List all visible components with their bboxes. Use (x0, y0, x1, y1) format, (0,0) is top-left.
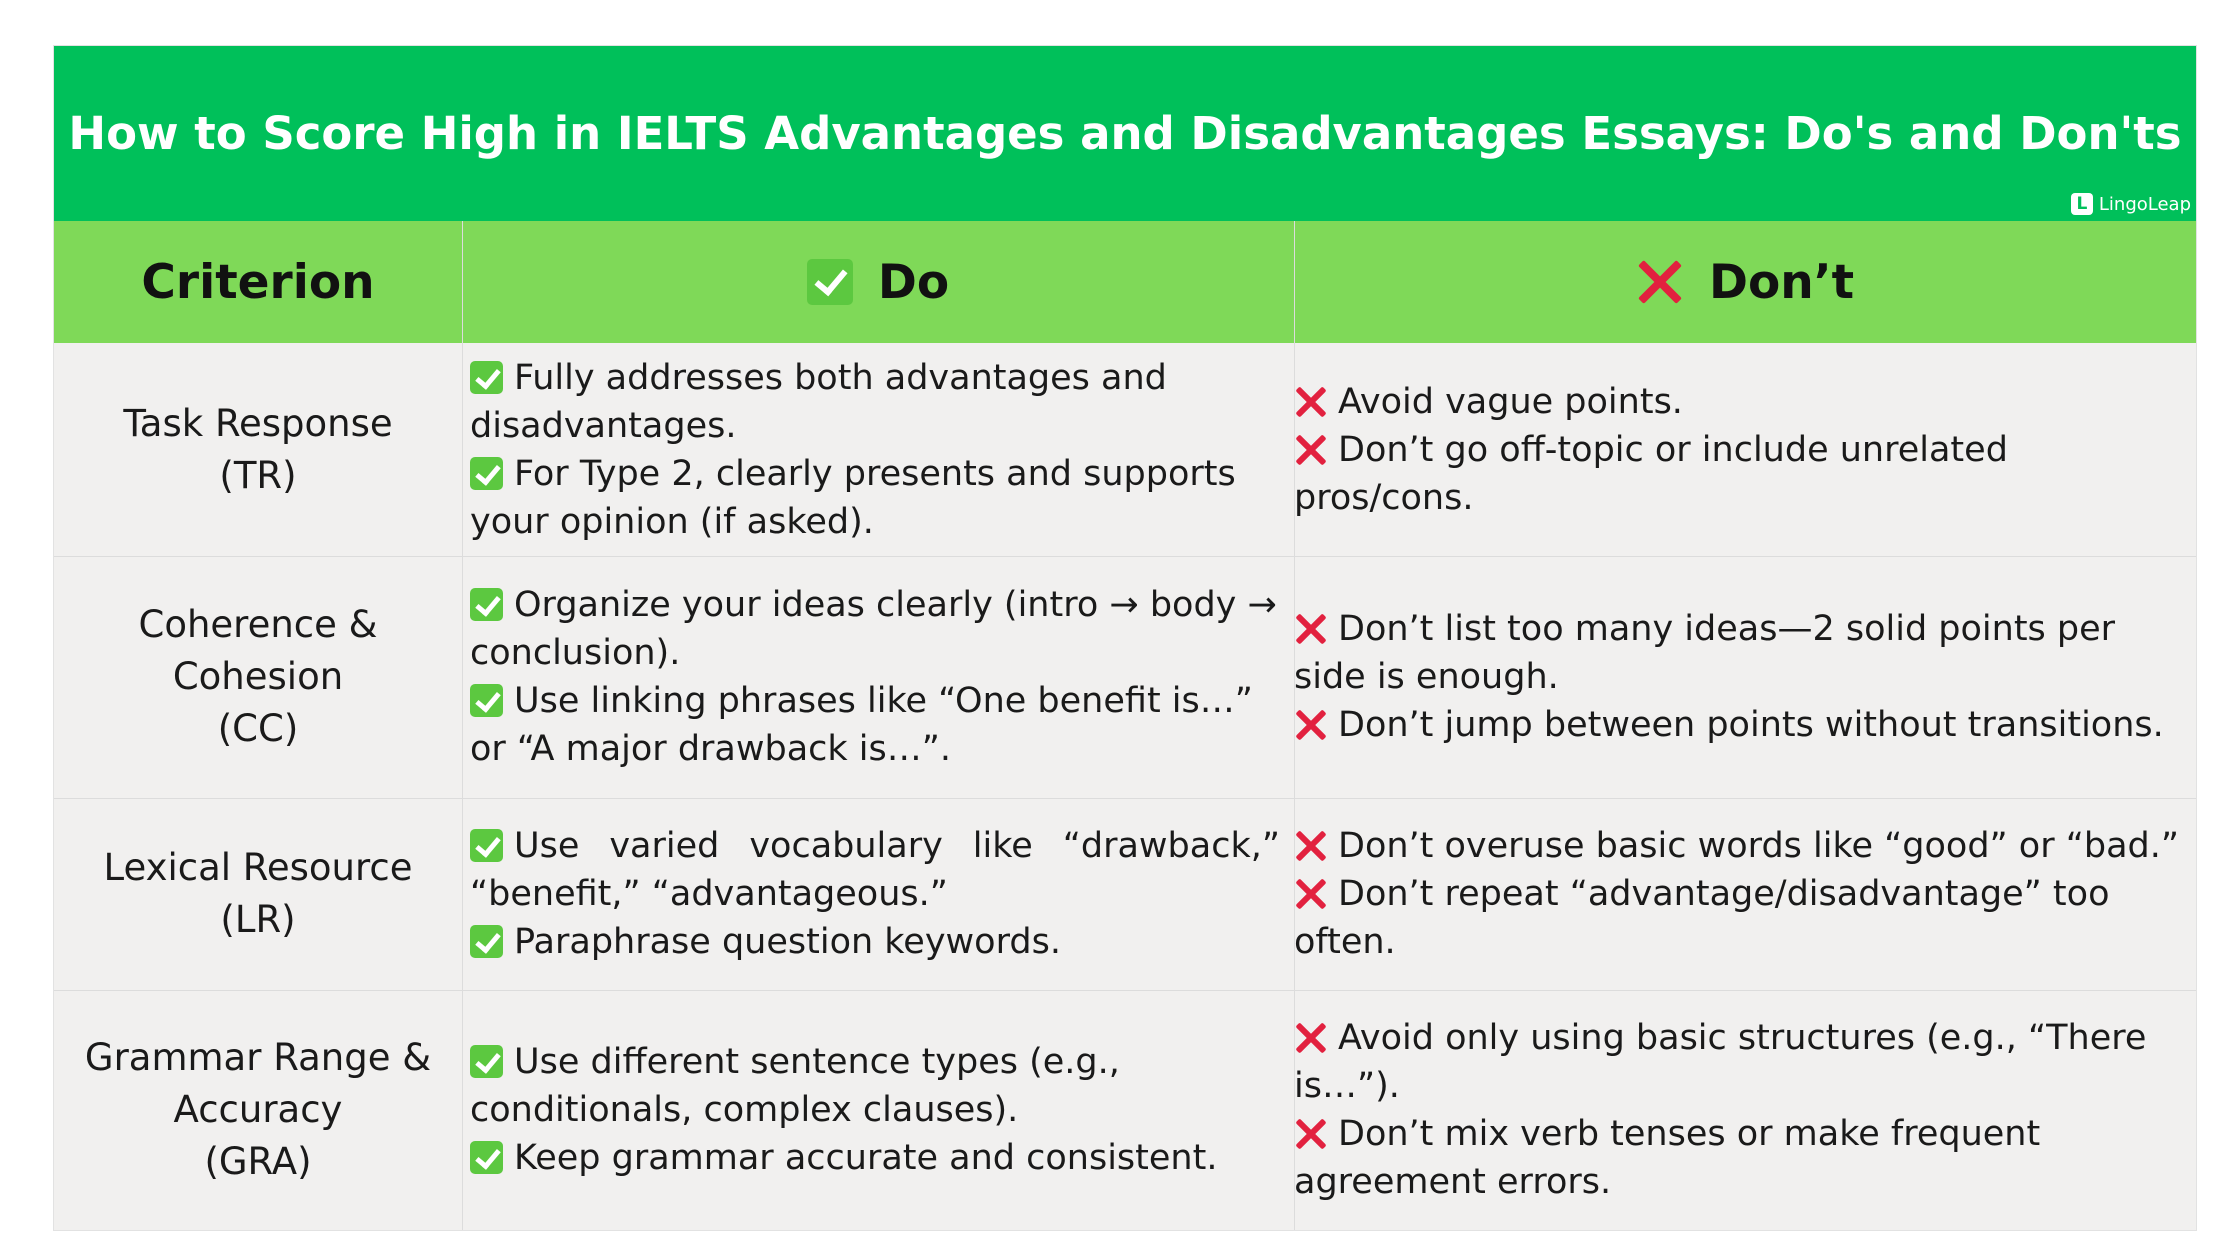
criterion-name: Grammar Range & (84, 1036, 432, 1079)
do-item (470, 354, 1280, 450)
brand-logo (2071, 191, 2191, 217)
cross-icon (1294, 612, 1327, 645)
header-dont (1294, 221, 2196, 343)
do-item-text: Organize your ideas clearly (intro → body → conclusion). (470, 585, 1277, 673)
do-item-text: For Type 2, clearly presents and supports your opinion (if asked). (470, 453, 1236, 542)
dont-item-text: Don’t jump between points without transitions. (1338, 705, 2164, 745)
header-criterion (54, 221, 462, 343)
brand-name: LingoLeap (2098, 193, 2191, 215)
check-icon (470, 457, 503, 490)
do-item (470, 822, 1280, 918)
dont-item (1294, 1014, 2184, 1110)
criterion-name: Coherence & (138, 603, 378, 646)
check-icon (470, 361, 503, 394)
dont-item-text: Avoid vague points. (1338, 381, 1683, 422)
table-row (54, 556, 2196, 798)
cross-icon (1294, 1021, 1327, 1054)
do-item-text: Use linking phrases like “One benefit is…” or “A major drawback is…”. (470, 681, 1253, 769)
table-row (54, 990, 2196, 1230)
cross-icon (1294, 829, 1327, 862)
dont-item (1294, 870, 2184, 966)
cross-icon (1294, 385, 1327, 418)
do-item-text: Use different sentence types (e.g., conditionals, complex clauses). (470, 1042, 1120, 1130)
cross-icon (1294, 433, 1327, 466)
cross-icon (1294, 1117, 1327, 1150)
dont-item (1294, 378, 2184, 426)
table-row (54, 798, 2196, 990)
do-item (470, 450, 1280, 546)
do-item (470, 677, 1280, 773)
criterion-abbr: (TR) (219, 453, 297, 497)
check-icon (470, 1141, 503, 1174)
check-icon (470, 925, 503, 958)
brand-mark-icon: L (2071, 193, 2093, 215)
comparison-card (54, 46, 2196, 1230)
check-icon (470, 588, 503, 621)
dont-item-text: Don’t list too many ideas—2 solid points per side is enough. (1294, 609, 2116, 697)
do-item-text: Use varied vocabulary like “drawback,” “benefit,” “advantageous.” (470, 826, 1280, 914)
do-cell (470, 798, 1280, 990)
check-icon (470, 1045, 503, 1078)
dont-item (1294, 1110, 2184, 1206)
dont-cell (1294, 556, 2184, 798)
do-item-text: Keep grammar accurate and consistent. (514, 1138, 1218, 1178)
criterion-cell (54, 798, 462, 990)
cross-icon (1636, 258, 1695, 306)
header-criterion-label: Criterion (141, 254, 375, 310)
check-icon (470, 684, 503, 717)
table-header (54, 221, 2196, 343)
do-item (470, 1038, 1280, 1134)
dont-item-text: Don’t go off-topic or include unrelated pros/cons. (1294, 429, 2008, 518)
dont-cell (1294, 343, 2184, 556)
header-do-label: Do (877, 254, 950, 310)
criterion-cell (54, 990, 462, 1230)
dont-item-text: Avoid only using basic structures (e.g., “There is…”). (1294, 1018, 2147, 1106)
criterion-cell (54, 343, 462, 556)
do-cell (470, 343, 1280, 556)
header-do (462, 221, 1294, 343)
dont-item (1294, 605, 2184, 701)
criterion-abbr: (CC) (217, 707, 299, 750)
dont-cell (1294, 798, 2184, 990)
header-dont-label: Don’t (1708, 254, 1855, 310)
criterion-name: Cohesion (172, 655, 344, 698)
do-item-text: Fully addresses both advantages and disadvantages. (470, 357, 1167, 446)
criterion-abbr: (LR) (220, 898, 296, 941)
criterion-name: Accuracy (173, 1088, 343, 1131)
criterion-abbr: (GRA) (204, 1140, 312, 1183)
check-icon (470, 829, 503, 862)
title-banner (54, 46, 2196, 221)
do-cell (470, 990, 1280, 1230)
criterion-cell (54, 556, 462, 798)
dont-item (1294, 822, 2184, 870)
check-icon (807, 259, 864, 305)
do-item-text: Paraphrase question keywords. (514, 922, 1061, 962)
do-item (470, 581, 1280, 677)
dont-item-text: Don’t mix verb tenses or make frequent agreement errors. (1294, 1114, 2041, 1202)
criterion-name: Lexical Resource (103, 846, 413, 889)
dont-item-text: Don’t overuse basic words like “good” or “bad.” (1338, 826, 2180, 866)
page-title: How to Score High in IELTS Advantages and Disadvantages Essays: Do's and Don'ts (68, 107, 2182, 160)
criterion-name: Task Response (123, 401, 393, 445)
dont-cell (1294, 990, 2184, 1230)
dont-item (1294, 426, 2184, 522)
cross-icon (1294, 877, 1327, 910)
dont-item-text: Don’t repeat “advantage/disadvantage” too often. (1294, 874, 2110, 962)
table-row (54, 343, 2196, 556)
do-item (470, 1134, 1280, 1182)
do-cell (470, 556, 1280, 798)
dont-item (1294, 701, 2184, 749)
do-item (470, 918, 1280, 966)
cross-icon (1294, 708, 1327, 741)
